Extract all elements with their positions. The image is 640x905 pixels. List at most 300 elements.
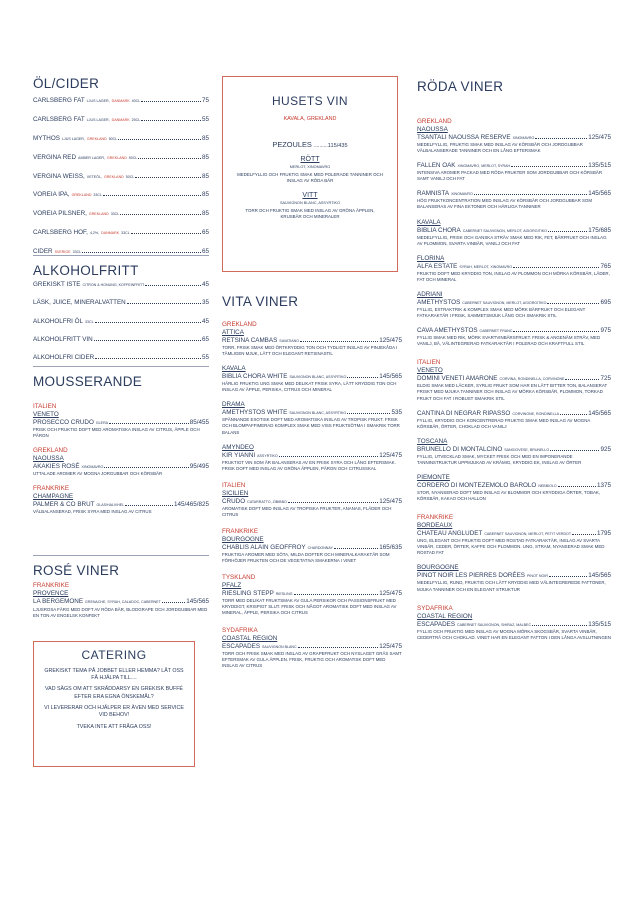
wine-entry: [222, 627, 402, 669]
wine-country: SYDAFRIKA: [222, 626, 258, 634]
leader-dots: [125, 505, 173, 506]
wine-name: TSANTALI NAOUSSA RESERVE: [417, 134, 511, 141]
wine-row: [417, 299, 611, 306]
wine-country: GREKLAND: [222, 321, 257, 328]
white-description: TORR OCH FRUKTIG SMAK MED INSLAG AV GRÖNA ÄPPLEN, KRUSBÄR OCH MINERALER: [245, 208, 375, 220]
wine-name: ESCAPADES: [222, 642, 261, 650]
item-price: 45: [201, 317, 209, 325]
wine-price: 925: [600, 445, 611, 453]
wine-name: CAVA AMETHYSTOS: [417, 327, 478, 335]
rose-wine: [33, 582, 209, 619]
item-name: MYTHOS: [33, 134, 60, 142]
wine-price: 125/475: [588, 134, 611, 141]
wine-price: 125/475: [379, 642, 402, 650]
wine-entry: [222, 365, 402, 393]
leader-dots: [334, 548, 378, 549]
wine-price: 165/635: [379, 544, 402, 552]
wine-description: UTTALADE AROMER AV MOGNA JORGUBBAR OCH KÖRSBÄR: [33, 471, 163, 477]
wine-row: [417, 327, 611, 334]
wine-region: PROVENCE: [33, 590, 69, 597]
wine-entry: [417, 438, 611, 466]
wine-name: RIESLING STEPP: [222, 590, 274, 598]
wine-row: [222, 452, 402, 459]
wine-country: FRANKRIKE: [222, 528, 259, 536]
wine-description: STOR, NYANSERAD DOFT MED INSLAG AV BLOMMOR OCH KRYDDIGA ÖRTER, TOBAK, KÖRSBÄR, KAKAO OCH HALLON: [417, 489, 601, 502]
leader-dots: [549, 576, 587, 577]
item-size: 33CL: [72, 250, 82, 255]
wine-entry: [222, 482, 402, 518]
wine-price: 125/475: [379, 497, 402, 505]
house-wine-price: 115/435: [327, 143, 348, 149]
wine-price: 535: [391, 409, 402, 417]
wine-entry: [417, 190, 611, 210]
wine-description: MEDELFYLLIG, FRUKTIG SMAK MED INSLAG AV KÖRSBÄR OCH JORDGUBBAR VÄLBALANSERADE TANNINER OCH EN LÅNG EFTERSMAK: [417, 142, 583, 154]
leader-dots: [131, 233, 201, 234]
wine-row: [222, 590, 402, 597]
nonalc-list: [33, 281, 209, 372]
wine-country: TYSKLAND: [222, 574, 256, 582]
item-note: 4,2%,: [89, 231, 100, 236]
wine-region: ADRIANI: [417, 290, 443, 298]
sparkling-heading: MOUSSERANDE: [33, 373, 143, 389]
leader-dots: [141, 120, 201, 121]
item-price: 45: [201, 281, 209, 288]
leader-dots: [300, 341, 378, 342]
red-grape: MERLOT, XINOMAVRO: [289, 165, 331, 169]
white-wine-list: [222, 321, 402, 669]
wine-description: FYLLIG, KRYDDIG OCH KONCENTRERAD FRUKTIG SMAK MED INSLAG AV MOGNA KÖRSBÄR, ÖRTER, CHOKLAD OCH VANILJ: [417, 417, 591, 429]
wine-country: ITALIEN: [222, 481, 246, 489]
wine-row: [417, 572, 611, 579]
item-origin: DANMARK: [111, 99, 130, 103]
wine-grape: SANGIOVESE, BRUNELLO: [504, 447, 550, 452]
wine-entry: [33, 447, 209, 477]
wine-grape: CABERNET SAUVIGNON, MERLOT, PETIT VERDOT: [484, 532, 572, 537]
wine-region: NAOUSSA: [33, 455, 64, 463]
item-size: 25CL: [131, 117, 141, 122]
house-wine-origin: KAVALA, GREKLAND: [283, 116, 337, 122]
item-name: CARLSBERG FAT: [33, 115, 85, 123]
item-name: ALKOHOLFRI ÖL: [33, 317, 84, 325]
wine-name: CORDERO DI MONTEZEMOLO BAROLO: [417, 481, 537, 489]
wine-grape: XINOMAVRO: [81, 465, 104, 470]
catering-text-2: VAD SÄGS OM ATT SKRÄDDARSY EN GREKISK BUFFÉ EFTER ERA EGNA ÖNSKEMÅL?: [45, 686, 183, 700]
wine-entry: [222, 574, 402, 616]
wine-name: BIBLIA CHORA: [417, 226, 461, 234]
wine-country: FRANKRIKE: [33, 582, 70, 589]
wine-row: [417, 530, 611, 537]
wine-region: TOSCANA: [417, 437, 448, 445]
item-origin: DANMARK: [111, 117, 130, 122]
wine-entry: [417, 219, 611, 247]
item-price: 65: [201, 335, 209, 343]
wine-name: PROSECCO CRUDO: [33, 419, 94, 426]
wine-grape: CABERNET SAUVIGNON, MERLOT, AGIORGITIKO: [462, 228, 547, 233]
wine-grape: CORVINA, RONDINELLA, CORVINONE: [499, 377, 565, 382]
wine-price: 125/475: [379, 590, 402, 598]
wine-name: PINOT NOIR LES PIERRES DORÉES: [417, 572, 526, 580]
leader-dots: [550, 450, 599, 451]
wine-entry: [417, 514, 611, 556]
wine-description: FRUKTIGA AROMER MED SÖTA, MILDA DOFTER OCH MINERALKARAKTÄR SOM FÖRHÖJER FRUKTEN OCH DE VEGETATIVA SMAKERNA I VINET: [222, 552, 390, 564]
wine-description: AROMATISK DOFT MED INSLAG AV TROPISKA FRUKTER, ANANAS, FLÄDER OCH CITRUS: [222, 505, 392, 517]
item-note: VETEÖL,: [86, 174, 102, 179]
wine-region: BOURGOGNE: [417, 564, 459, 572]
leader-dots: [104, 467, 188, 468]
leader-dots: [127, 303, 201, 304]
wine-name: LA BERGEMONE: [33, 598, 84, 605]
wine-price: 975: [600, 327, 611, 335]
beer-list: [33, 97, 209, 267]
leader-dots: [94, 340, 201, 341]
leader-dots: [135, 177, 201, 178]
item-note: LJUS LAGER,: [86, 99, 110, 103]
wine-grape: SAUVIGNON BLANC, ASSYRTIKO: [289, 411, 347, 416]
catering-box: [33, 641, 195, 767]
wine-name: CANTINA DI NEGRAR RIPASSO: [417, 409, 511, 417]
wine-name: BRUNELLO DI MONTALCINO: [417, 445, 503, 453]
wine-entry: [417, 605, 611, 641]
menu-row: [33, 210, 209, 217]
wine-entry: [417, 410, 611, 430]
wine-name: RETSINA CAMBAS: [222, 337, 278, 344]
catering-text-4: TVEKA INTE ATT FRÅGA OSS!: [76, 724, 152, 731]
item-name: LÄSK, JUICE, MINERALVATTEN: [33, 299, 126, 307]
menu-row: [33, 116, 209, 123]
item-name: ALKOHOLFRI CIDER: [33, 354, 95, 362]
menu-row: [33, 173, 209, 180]
leader-dots: [294, 594, 379, 595]
item-note: AMBER LAGER,: [78, 155, 106, 160]
wine-grape: SAVATIANO: [279, 339, 300, 343]
white-label: VITT: [302, 192, 318, 200]
wine-entry: [33, 403, 209, 439]
wine-row: [417, 134, 611, 141]
wine-region: AMYNDEO: [222, 443, 254, 451]
wine-region: VENETO: [33, 411, 59, 418]
menu-row: [33, 97, 209, 104]
wine-description: TORR OCH FRISK SMAK MED INSLAG AV GRAPEFRUKT OCH NYSLAGET GRÄS SAMT EFTERSMAK AV GULA ÄPPLEN. FRISK, FRUKTIG OCH AROMATISK DOFT MED INSLAG AV CITRUS: [222, 650, 402, 668]
wine-price: 85/455: [189, 419, 209, 426]
wine-description: FYLLIG, EXTRAKTRIK & KOMPLEX SMAK MED MÖRK BÄRFRUKT OCH ELEGANT FATKARAKTÄR I FRISK, SAMMETSMJUK LÅNG OCH SMAKRIK STIL: [417, 306, 586, 319]
item-name: ALKOHOLFRITT VIN: [33, 335, 93, 343]
wine-country: ITALIEN: [417, 359, 441, 367]
wine-price: 765: [600, 262, 611, 270]
wine-row: [417, 410, 611, 417]
item-name: VOREIA PILSNER,: [33, 210, 87, 218]
wine-country: FRANKRIKE: [417, 514, 454, 522]
wine-region: COASTAL REGION: [417, 612, 473, 620]
white-wines-heading: VITA VINER: [222, 294, 299, 309]
leader-dots: [103, 195, 201, 196]
wine-description: LJUSROSA FÄRG MED DOFT AV RÖDA BÄR, BLODGRAPE OCH JORDGUBBAR MED EN TON AV ENGELSK KONFEKT: [33, 607, 208, 619]
wine-name: BIBLIA CHORA WHITE: [222, 373, 288, 381]
wine-row: [222, 373, 402, 380]
item-origin: DANMARK: [101, 231, 120, 236]
wine-row: [222, 337, 402, 344]
divider: [33, 555, 209, 556]
item-price: 85: [201, 191, 209, 199]
wine-row: [417, 621, 611, 628]
wine-entry: [417, 474, 611, 502]
leader-dots: [535, 138, 587, 139]
wine-entry: [417, 327, 611, 347]
wine-entry: [417, 255, 611, 283]
wine-row: [222, 643, 402, 650]
item-size: 50CL: [125, 174, 135, 179]
wine-grape: PINOT NOIR: [527, 574, 548, 579]
item-origin: GREKLAND: [107, 155, 127, 160]
item-name: CARLSBERG FAT: [33, 97, 85, 104]
wine-name: PALMER & CO BRUT: [33, 501, 95, 509]
catering-title: CATERING: [81, 648, 147, 662]
wine-price: 725: [600, 375, 611, 383]
wine-country: ITALIEN: [33, 403, 57, 410]
wine-region: KAVALA: [417, 218, 441, 226]
wine-price: 145/565: [588, 409, 611, 417]
wine-grape: ASSYRTIKO: [257, 453, 278, 458]
wine-description: VÄLBALANSERAD, FRISK SYRA MED INSLAG AV CITRUS: [33, 509, 152, 515]
menu-row: [33, 336, 209, 343]
house-wine-row: PEZOULES ..........115/435: [272, 140, 348, 149]
item-price: 85: [201, 134, 209, 142]
item-price: 85: [201, 210, 209, 218]
wine-region: VENETO: [417, 367, 443, 375]
wine-description: FYLLIG OCH FRUKTIG MED INSLAG AV MOGNA MÖRKA SKOGSBÄR, SVARTA VINBÄR, CEDERTRÄ OCH CHOKLAD. VINET HAR EN ELEGANT FATTON I DEN LÅNGA AVSLUTNINGEN: [417, 628, 611, 640]
wine-price: 145/565: [588, 190, 611, 198]
wine-region: CHAMPAGNE: [33, 493, 74, 501]
menu-row: [33, 318, 209, 325]
house-wine-name: PEZOULES: [272, 140, 312, 149]
wine-grape: CATARRATTO, ZIBIBBO: [247, 499, 287, 504]
leader-dots: [548, 231, 587, 232]
wine-name: FALLEN OAK: [417, 162, 456, 170]
wine-name: AMETHYSTOS WHITE: [222, 409, 288, 417]
wine-row: [33, 463, 209, 470]
wine-entry: [417, 359, 611, 401]
item-size: 33CL: [121, 231, 130, 236]
wine-row: [417, 446, 611, 453]
house-wine-title: HUSETS VIN: [271, 94, 348, 108]
leader-dots: [347, 377, 378, 378]
wine-price: 145/565: [588, 572, 611, 580]
leader-dots: [532, 625, 587, 626]
wine-region: BORDEAUX: [417, 522, 453, 530]
wine-price: 175/685: [588, 226, 611, 234]
menu-row: [33, 281, 209, 288]
item-name: CIDER: [33, 248, 53, 256]
leader-dots: [560, 414, 587, 415]
item-price: 35: [201, 299, 209, 307]
item-size: 40CL: [131, 99, 141, 103]
wine-name: CHATEAU ANGLUDET: [417, 530, 483, 538]
wine-country: GREKLAND: [417, 118, 452, 125]
leader-dots: [513, 267, 599, 268]
wine-name: ALFA ESTATE: [417, 262, 458, 270]
item-note: CITRON & HONUNG, KOFFEINFRITT: [82, 283, 145, 287]
wine-price: 145/565: [186, 598, 209, 605]
wine-grape: GRENACHE, SYRAH, CALADOC, CABERNET: [85, 600, 161, 604]
wine-row: [222, 544, 402, 551]
wine-grape: SAUVIGNON BLANC: [262, 644, 297, 649]
wine-row: [222, 409, 402, 416]
leader-dots: [298, 647, 379, 648]
wine-row: [33, 501, 209, 508]
leader-dots: [162, 602, 186, 603]
wine-description: SPÄNNANDE EXOTISK DOFT MED AROMATISKA INSLAG AV TROPISK FRUKT. FRISK OCH BLOMPAFFIMERAD KOMPLEX SMAK MED VISS FRUKTSÖTMA I SMAKRIK TORR BALANS: [222, 417, 400, 435]
divider: [33, 366, 209, 367]
wine-row: [417, 227, 611, 234]
wine-description: FRISK OCH FRUKTIG DOFT MED AROMATISKA INSLAG AV CITRUS, ÄPPLE OCH PÄRON: [33, 427, 200, 439]
wine-grape: RIESLING: [275, 592, 293, 597]
menu-row: [33, 135, 209, 142]
wine-region: ATTICA: [222, 329, 244, 336]
item-name: VERGINA WEISS,: [33, 172, 85, 180]
wine-region: DRAMA: [222, 401, 245, 409]
item-note: LJUS LAGER,: [86, 117, 110, 122]
wine-row: [33, 419, 209, 426]
wine-name: RAMNISTA: [417, 190, 450, 198]
item-name: VOREIA IPA,: [33, 191, 70, 199]
wine-row: [417, 263, 611, 270]
menu-row: [33, 191, 209, 198]
item-name: GREKISKT ISTE: [33, 281, 81, 288]
wine-region: NAOUSSA: [417, 126, 448, 133]
wine-entry: [417, 564, 611, 592]
wine-row: [33, 598, 209, 605]
menu-row: [33, 229, 209, 236]
wine-price: 145/465/825: [173, 501, 209, 509]
wine-grape: GLERA: [95, 421, 109, 425]
wine-grape: XINOMAVRO: [451, 192, 473, 197]
wine-price: 1375: [596, 481, 611, 489]
item-price: 55: [201, 354, 209, 362]
leader-dots: [141, 101, 201, 102]
leader-dots: [145, 285, 201, 286]
leader-dots: [558, 486, 596, 487]
wine-description: ELDIG SMAK MED LÄCKER, SYRLIG FRUKT SOM HAR EN LÄTT BITTER TON, BALANSERAT FRISKT MED MJUKA TANNINER OCH INSLAG AV MÖRKA KÖRSBÄR, PLOMMON, TORKAD FRUKT OCH FAT I ROBUST SMAKRIK STIL: [417, 383, 608, 401]
item-price: 75: [201, 97, 209, 104]
wine-grape: SAUVIGNON BLANC, ASSYRTIKO: [289, 375, 347, 380]
wine-region: COASTAL REGION: [222, 634, 278, 642]
wine-description: INTENSIVA AROMER PACKAD MED RÖDA FRUKTER SOM JORDGUBBAR OCH KÖRSBÄR SAMT VANILJ OCH FAT: [417, 170, 602, 182]
item-price: 85: [201, 172, 209, 180]
leader-dots: [511, 166, 587, 167]
red-description: MEDELFYLLIG OCH FRUKTIG SMAK MED POLERADE TANNINER OCH INSLAG AV RÖDA BÄR: [237, 172, 383, 184]
wine-description: TORR, FRISK SMAK MED ÖRTKRYDDIG TON OCH TYDLIGT INSLAG AV PINJEKÅDA I TÄMLIGEN MJUK, LÄTT OCH ELEGANT RETSINASTIL: [222, 345, 398, 357]
wine-grape: NEBBIOLO: [538, 483, 557, 488]
wine-description: FRUKTIG DOFT MED KRYDDIG TON, INSLAG AV PLOMMON OCH MÖRKA KÖRSBÄR, LÄDER, FAT OCH MINERAL: [417, 270, 610, 282]
item-name: VERGINA RED: [33, 153, 77, 161]
white-grape: SAUVIGNON BLANC, ASSYRTIKO: [279, 201, 341, 206]
leader-dots: [347, 413, 390, 414]
leader-dots: [474, 194, 587, 195]
wine-description: FYLLIG, UTVECKLAD SMAK, MYCKET FRISK OCH MED EN IMPONERANDE TANNINSTRUKTUR UPPMJUKAD AV KRÄMIG, KRYDDIG EK, INSLAG AV ÖRTER: [417, 453, 582, 465]
wine-country: GREKLAND: [33, 447, 68, 455]
rose-heading: ROSÉ VINER: [33, 562, 120, 578]
leader-dots: [288, 502, 378, 503]
wine-row: [417, 190, 611, 197]
leader-dots: [565, 379, 599, 380]
leader-dots: [513, 331, 599, 332]
wine-row: [417, 482, 611, 489]
wine-region: SICILIEN: [222, 489, 249, 497]
wine-description: MEDELFYLLIG, RUND, FRUKTIG OCH LÄTT KRYDDIG MED VÄLINTEGREREDE FATTONER, MJUKA TANNINER OCH EN ELEGANT STRUKTUR: [417, 580, 606, 592]
wine-name: AKAKIES ROSÉ: [33, 463, 80, 471]
divider: [33, 255, 209, 256]
wine-name: DOMINI VENETI AMARONE: [417, 375, 498, 383]
wine-grape: XINOMAVRO: [512, 136, 535, 140]
menu-row: [33, 154, 209, 161]
nonalc-heading: ALKOHOLFRITT: [33, 262, 139, 278]
item-name: CARLSBERG HOF,: [33, 229, 88, 237]
red-wine-list: [417, 118, 611, 641]
wine-entry: [222, 444, 402, 472]
wine-grape: CORVINONE, RONDINELLA: [512, 411, 559, 416]
item-origin: GREKLAND: [103, 174, 124, 179]
item-note: LJUS LAGER,: [61, 136, 85, 141]
wine-price: 125/475: [379, 451, 402, 459]
wine-name: KIR YIANNI: [222, 451, 256, 459]
catering-text-3: VI LEVERERAR OCH HJÄLPER ER ÄVEN MED SERVICE VID BEHOV!: [44, 704, 184, 719]
wine-region: PIEMONTE: [417, 473, 450, 481]
wine-price: 695: [600, 298, 611, 306]
leader-dots: [547, 303, 599, 304]
red-wines-heading: RÖDA VINER: [417, 79, 504, 94]
red-label: RÖTT: [300, 156, 320, 163]
wine-entry: [417, 291, 611, 319]
wine-region: FLORINA: [417, 254, 445, 262]
leader-dots: [138, 158, 201, 159]
wine-description: TORR MED DELIKAT FRUKTSMAK AV GULA PERSIKOR OCH PASSIONSFRUKT MED KRYDDIGT, KRISPIGT SLUT. FRISK OCH NÅGOT AROMATISK DOFT MED INSLAG AV MINERAL, ÄPPLE, PERSIKA OCH CITRUS: [222, 598, 397, 616]
beer-heading: ÖL/CIDER: [33, 76, 100, 91]
wine-row: [222, 498, 402, 505]
wine-entry: [222, 321, 402, 357]
wine-price: 1795: [596, 530, 611, 538]
wine-entry: [222, 528, 402, 564]
wine-entry: [417, 118, 611, 154]
leader-dots: [95, 322, 201, 323]
wine-name: AMETHYSTOS: [417, 298, 461, 306]
leader-dots: [109, 423, 189, 424]
item-note: 33CL: [85, 319, 94, 324]
item-origin: SVERIGE: [54, 250, 71, 255]
wine-name: CRUDO: [222, 497, 246, 505]
item-price: 65: [201, 248, 209, 256]
sparkling-list: [33, 403, 209, 515]
wine-description: HÖG FRUKTKONCENTRATION MED INSLAG AV KÖRSBÄR OCH JORDGUBBAR SOM BALANSERAS AV FINA EKTONER OCH HÄRLIGA TANNINER: [417, 198, 592, 210]
wine-price: 135/515: [588, 620, 611, 628]
house-wine-box: [222, 76, 398, 272]
wine-description: MEDELFYLLIG, FRISK OCH GANSKA STRÄV SMAK MED RIK, FET, BÄRFRUKT OCH INSLAG AV PLOMMON, SVARTA VINBÄR, VANILJ OCH FAT: [417, 234, 607, 246]
item-size: 33CL: [110, 212, 120, 217]
wine-entry: [222, 401, 402, 435]
wine-name: ESCAPADES: [417, 620, 456, 628]
leader-dots: [279, 456, 379, 457]
wine-grape: CHARDONNAY: [307, 546, 333, 551]
item-origin: GREKLAND: [86, 136, 107, 141]
wine-description: UNG, ELEGANT OCH FRUKTIG DOFT MED ROSTAD FATKARAKTÄR, INSLAG AV SVARTA VINBÄR, CEDER, ÖRTER, KAFFE OCH PLOMMON. UNG, STRAM, NYANSERAD SMAK MED ROSTAD FAT: [417, 538, 605, 556]
wine-price: 145/565: [379, 373, 402, 381]
wine-row: [417, 375, 611, 382]
item-origin: GREKLAND: [71, 193, 92, 198]
item-price: 55: [201, 115, 209, 123]
item-size: 33CL: [93, 193, 103, 198]
wine-price: 95/495: [189, 463, 209, 471]
item-price: 85: [201, 153, 209, 161]
wine-grape: XINOMAVRO, MERLOT, SYRAH: [457, 164, 511, 169]
wine-grape: CABERNET SAUVIGNON, MERLOT, AGIORGITIKO: [462, 300, 547, 305]
